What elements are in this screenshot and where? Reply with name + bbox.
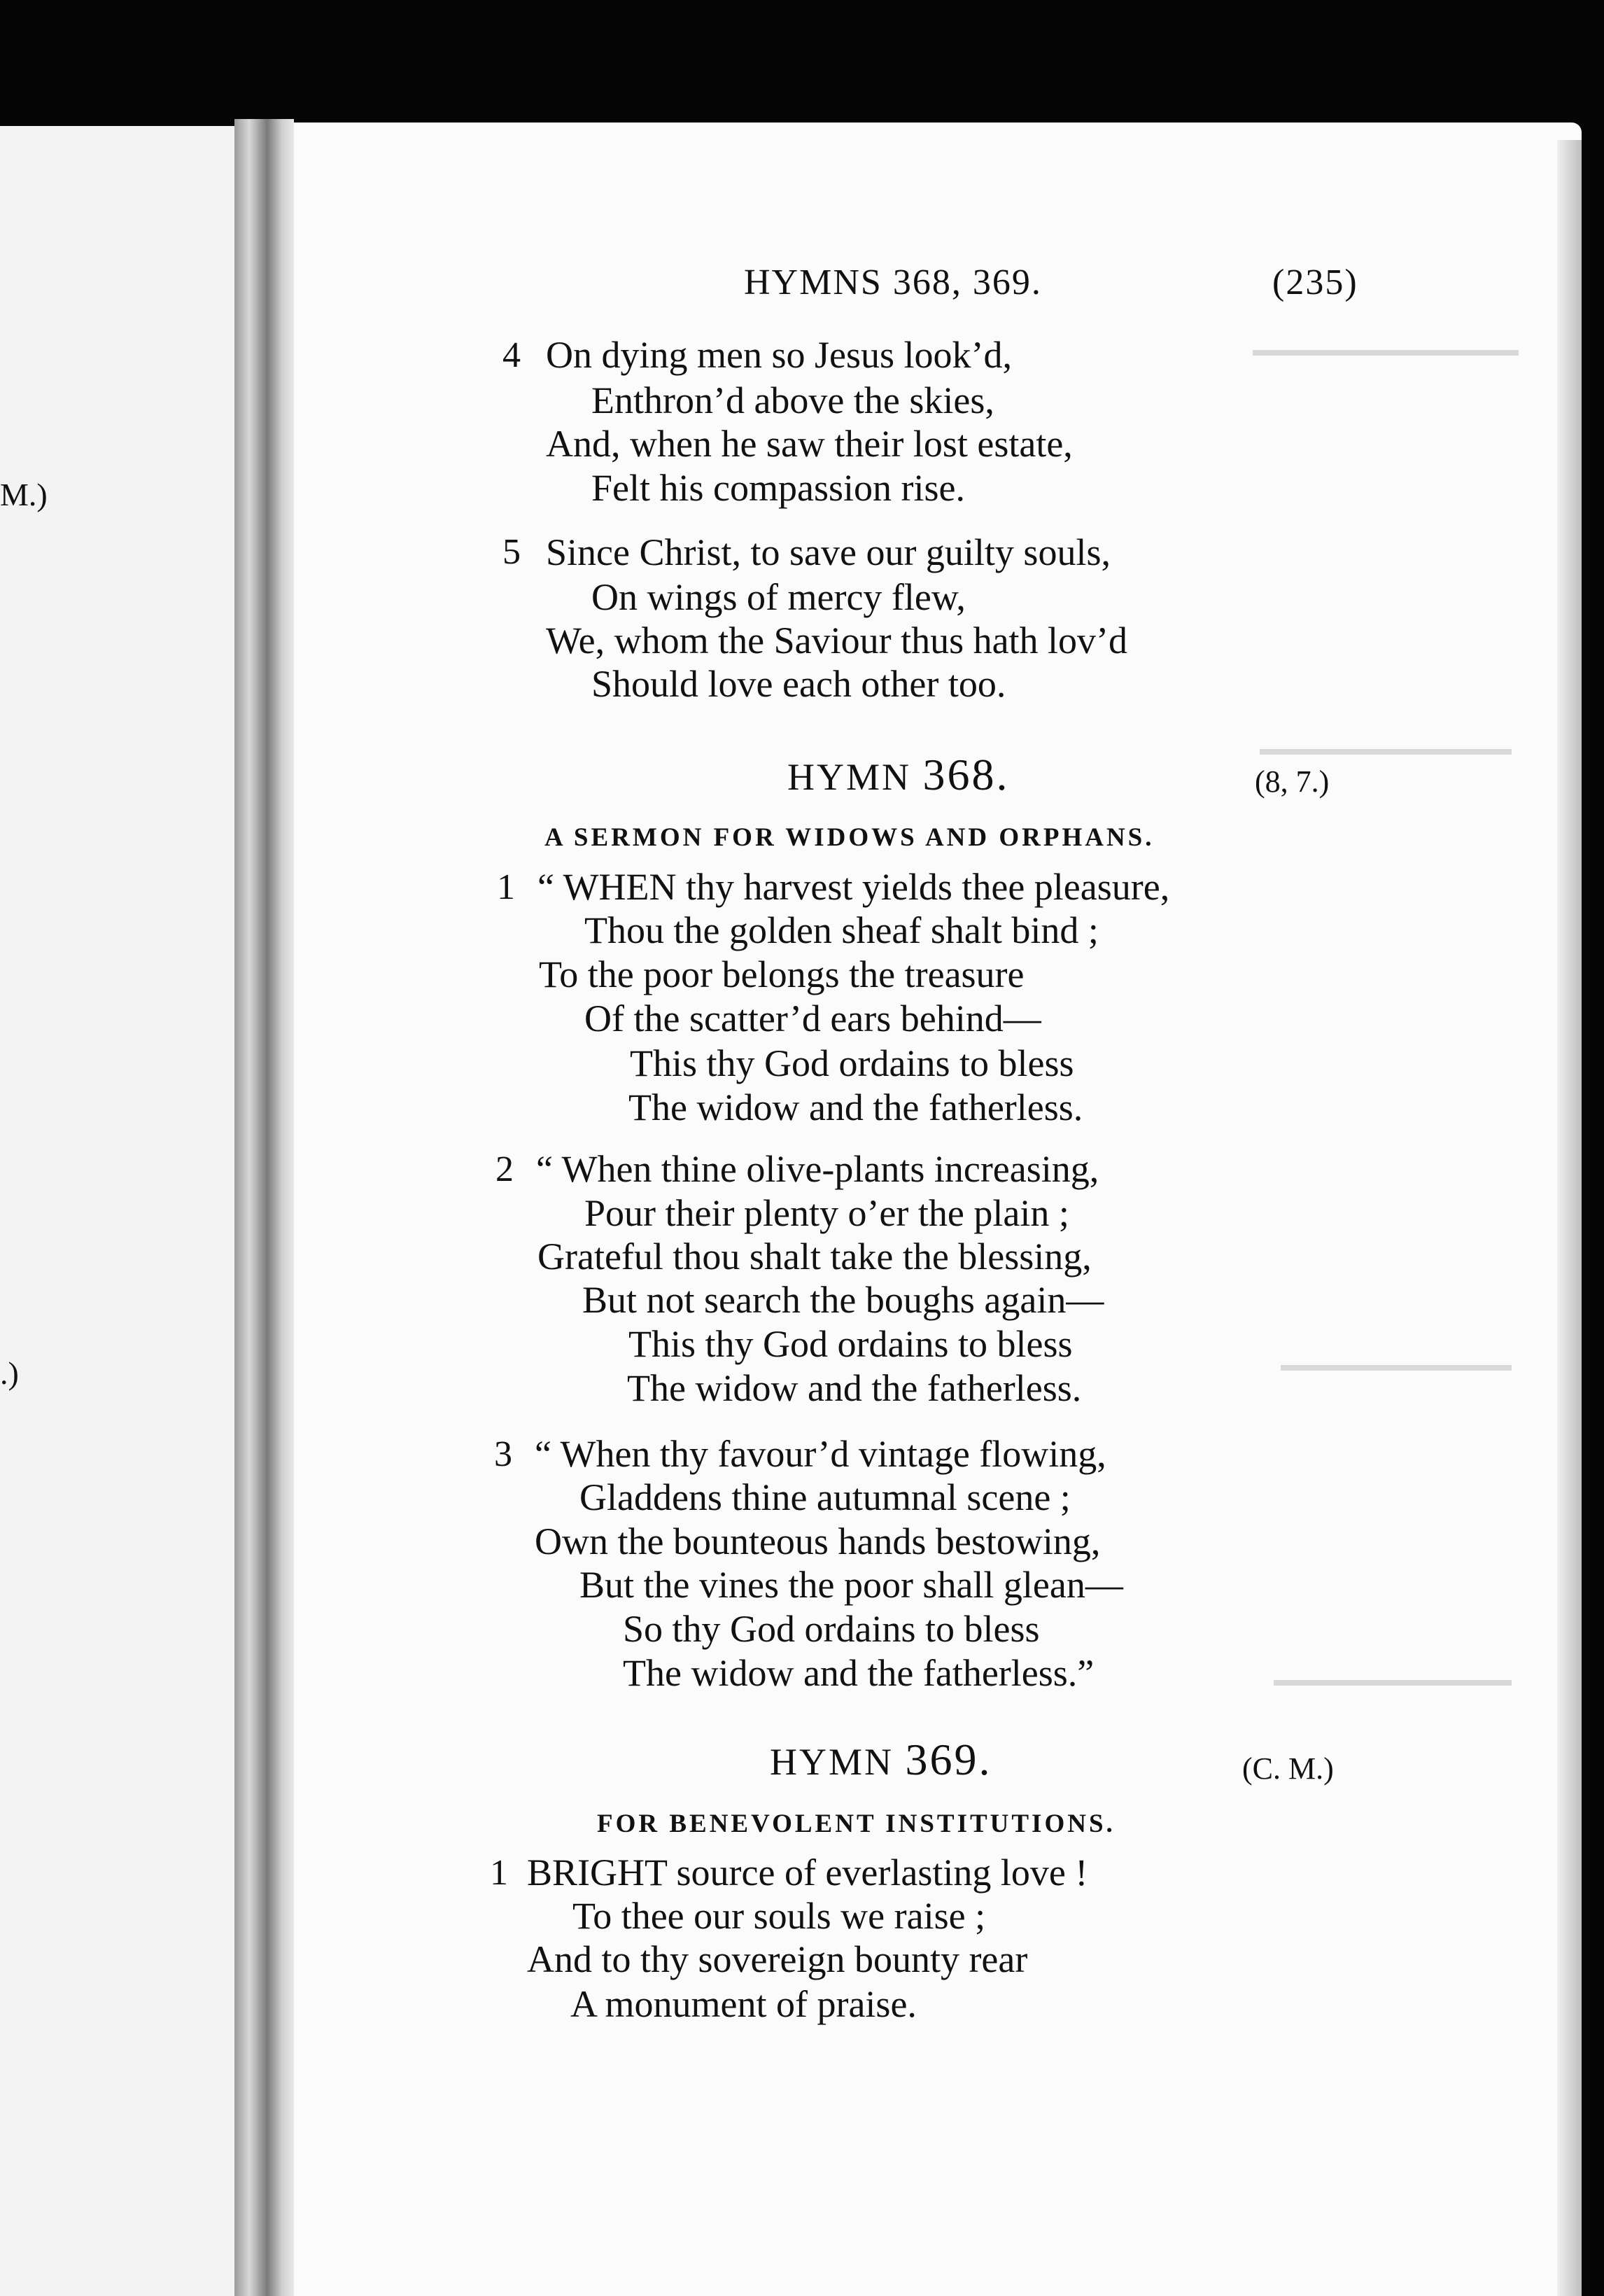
verse-line: Of the scatter’d ears behind— — [584, 997, 1041, 1040]
verse-line: And to thy sovereign bounty rear — [527, 1938, 1028, 1980]
verse-line: “ When thy favour’d vintage flowing, — [535, 1433, 1106, 1475]
page-edge — [1557, 140, 1582, 2296]
verse-line: “ WHEN thy harvest yields thee pleasure, — [537, 866, 1170, 908]
verse-line: Enthron’d above the skies, — [591, 379, 994, 421]
running-title: HYMNS 368, 369. — [744, 262, 1042, 302]
verse-line: Pour their plenty o’er the plain ; — [584, 1192, 1069, 1234]
hymn-title — [787, 752, 1010, 797]
stanza-number: 4 — [502, 335, 521, 375]
verse-line: The widow and the fatherless. — [627, 1367, 1082, 1409]
show-through-mark — [1253, 350, 1519, 356]
verse-line: This thy God ordains to bless — [630, 1042, 1074, 1084]
hymn-number: 369. — [905, 1735, 992, 1784]
verse-line: BRIGHT source of everlasting love ! — [527, 1851, 1088, 1893]
hymn-subtitle: A SERMON FOR WIDOWS AND ORPHANS. — [544, 823, 1155, 852]
stanza-number: 5 — [502, 532, 521, 572]
stanza-number: 2 — [495, 1149, 514, 1189]
hymn-meter: (8, 7.) — [1255, 764, 1330, 799]
verse-line: On wings of mercy flew, — [591, 576, 966, 618]
verse-line: The widow and the fatherless. — [628, 1086, 1083, 1128]
verse-line: But the vines the poor shall glean— — [579, 1564, 1123, 1606]
verse-line: Thou the golden sheaf shalt bind ; — [584, 909, 1099, 951]
verse-line: Felt his compassion rise. — [591, 467, 965, 509]
show-through-mark — [1281, 1365, 1512, 1371]
hymn-meter: (C. M.) — [1242, 1751, 1334, 1786]
verse-line: Since Christ, to save our guilty souls, — [546, 531, 1111, 573]
verse-line: We, whom the Saviour thus hath lov’d — [546, 620, 1128, 662]
stanza-number: 1 — [490, 1853, 508, 1893]
verse-line: To the poor belongs the treasure — [539, 953, 1025, 995]
verse-line: So thy God ordains to bless — [623, 1608, 1040, 1650]
hymn-label: HYMN — [770, 1741, 894, 1783]
hymn-number: 368. — [922, 750, 1010, 799]
page-number: (235) — [1272, 262, 1358, 302]
verse-line: Own the bounteous hands bestowing, — [535, 1520, 1101, 1562]
verse-line: Should love each other too. — [591, 663, 1006, 705]
verse-line: And, when he saw their lost estate, — [546, 423, 1073, 465]
verse-line: To thee our souls we raise ; — [572, 1895, 986, 1937]
verse-line: A monument of praise. — [570, 1983, 917, 2025]
verse-line: The widow and the fatherless.” — [623, 1652, 1095, 1694]
verse-line: Gladdens thine autumnal scene ; — [579, 1476, 1071, 1518]
left-facing-page — [0, 126, 234, 2296]
hymn-subtitle: FOR BENEVOLENT INSTITUTIONS. — [597, 1809, 1116, 1838]
verse-line: Grateful thou shalt take the blessing, — [537, 1236, 1092, 1278]
verse-line: This thy God ordains to bless — [628, 1323, 1073, 1365]
left-page-fragment: M.) — [0, 477, 48, 512]
show-through-mark — [1274, 1680, 1512, 1686]
hymn-title — [770, 1737, 992, 1782]
book-gutter — [234, 119, 294, 2296]
left-page-fragment: .) — [0, 1355, 19, 1391]
stanza-number: 3 — [494, 1434, 512, 1474]
verse-line: “ When thine olive-plants increasing, — [536, 1148, 1099, 1190]
verse-line: On dying men so Jesus look’d, — [546, 334, 1012, 376]
stanza-number: 1 — [497, 867, 515, 907]
hymn-label: HYMN — [787, 756, 912, 798]
show-through-mark — [1260, 749, 1512, 755]
verse-line: But not search the boughs again— — [582, 1279, 1104, 1321]
